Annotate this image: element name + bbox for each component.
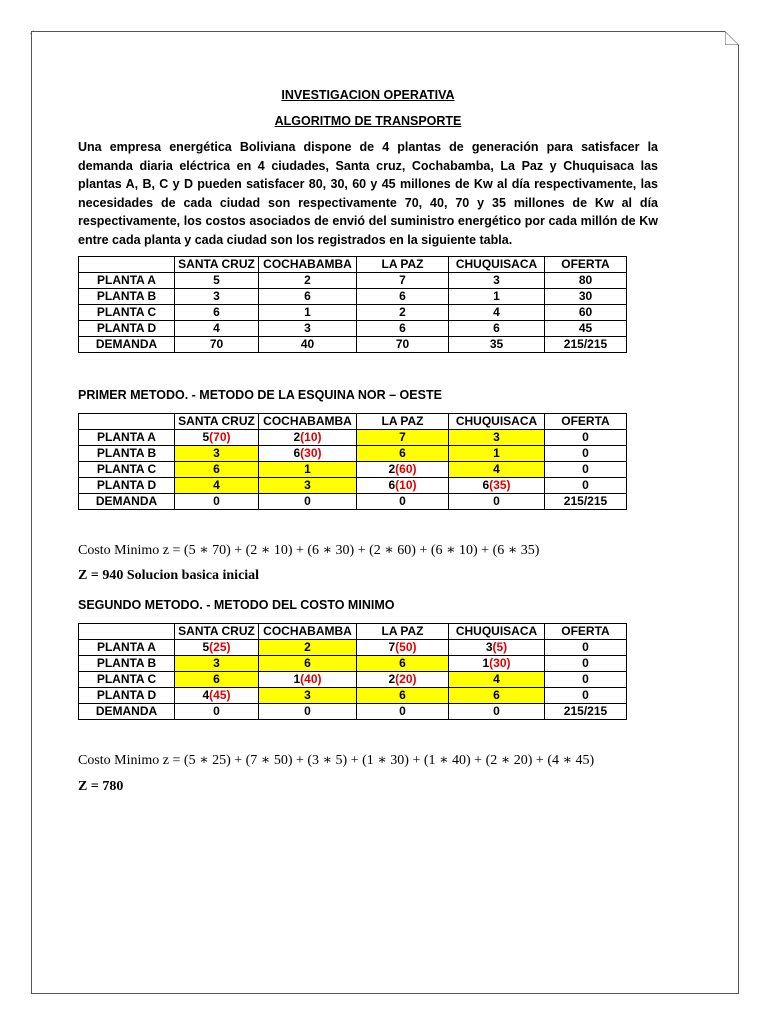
cost-value: 3 bbox=[213, 656, 220, 670]
table-cell: 60 bbox=[545, 305, 627, 321]
cost-value: 6 bbox=[399, 446, 406, 460]
column-header: COCHABAMBA bbox=[259, 414, 357, 430]
allocation-value: (60) bbox=[395, 462, 417, 476]
allocation-value: (30) bbox=[489, 656, 511, 670]
allocation-value: (35) bbox=[489, 478, 511, 492]
table-cell bbox=[449, 672, 545, 688]
method1-result: Z = 940 Solucion basica inicial bbox=[78, 568, 260, 583]
method1-formula: Costo Minimo z = (5 ∗ 70) + (2 ∗ 10) + (6 ∗ 30) + (2 ∗ 60) + (6 ∗ 10) + (6 ∗ 35) bbox=[78, 543, 540, 558]
table-cell bbox=[259, 462, 357, 478]
cost-value: 5 bbox=[202, 640, 210, 654]
table-cell: 70 bbox=[357, 337, 449, 353]
column-header: OFERTA bbox=[545, 414, 627, 430]
allocation-value: (10) bbox=[300, 430, 322, 444]
table-cell: 0 bbox=[259, 494, 357, 510]
row-label: PLANTA C bbox=[79, 462, 175, 478]
column-header bbox=[79, 624, 175, 640]
table-cell: 6 bbox=[449, 321, 545, 337]
table-cell bbox=[449, 478, 545, 494]
cost-value: 6 bbox=[388, 478, 396, 492]
cost-value: 6 bbox=[293, 446, 301, 460]
table-cell bbox=[259, 430, 357, 446]
column-header: SANTA CRUZ bbox=[175, 624, 259, 640]
cost-value: 6 bbox=[482, 478, 490, 492]
table-cell: 0 bbox=[545, 462, 627, 478]
table-row bbox=[79, 640, 627, 656]
page-fold-icon bbox=[725, 31, 739, 45]
cost-value: 6 bbox=[304, 656, 311, 670]
cost-value: 4 bbox=[493, 462, 500, 476]
minimum-cost-table bbox=[78, 623, 627, 720]
method1-title: PRIMER METODO. - METODO DE LA ESQUINA NOR – OESTE bbox=[78, 388, 442, 402]
table-row bbox=[79, 446, 627, 462]
doc-title: INVESTIGACION OPERATIVA bbox=[281, 88, 455, 102]
table-cell bbox=[259, 672, 357, 688]
allocation-value: (5) bbox=[492, 640, 508, 654]
table-header-row bbox=[79, 414, 627, 430]
row-label: DEMANDA bbox=[79, 704, 175, 720]
table-cell: 215/215 bbox=[545, 494, 627, 510]
table-cell bbox=[175, 462, 259, 478]
table-cell: 0 bbox=[545, 430, 627, 446]
allocation-value: (70) bbox=[209, 430, 231, 444]
table-cell: 215/215 bbox=[545, 704, 627, 720]
table-cell bbox=[357, 478, 449, 494]
cost-value: 2 bbox=[388, 672, 396, 686]
method2-formula: Costo Minimo z = (5 ∗ 25) + (7 ∗ 50) + (3 ∗ 5) + (1 ∗ 30) + (1 ∗ 40) + (2 ∗ 20) + (4 ∗ 45) bbox=[78, 753, 595, 768]
table-cell: 7 bbox=[357, 273, 449, 289]
cost-value: 3 bbox=[485, 640, 493, 654]
allocation-value: (20) bbox=[395, 672, 417, 686]
table-row bbox=[79, 672, 627, 688]
table-row bbox=[79, 656, 627, 672]
row-label: PLANTA D bbox=[79, 478, 175, 494]
table-cell: 6 bbox=[175, 305, 259, 321]
table-cell bbox=[357, 446, 449, 462]
column-header: CHUQUISACA bbox=[449, 414, 545, 430]
column-header bbox=[79, 414, 175, 430]
table-cell: 4 bbox=[449, 305, 545, 321]
column-header: SANTA CRUZ bbox=[175, 414, 259, 430]
row-label: PLANTA B bbox=[79, 289, 175, 305]
table-cell bbox=[175, 640, 259, 656]
table-cell: 0 bbox=[259, 704, 357, 720]
cost-value: 2 bbox=[304, 640, 311, 654]
column-header: LA PAZ bbox=[357, 624, 449, 640]
table-cell: 2 bbox=[357, 305, 449, 321]
table-row bbox=[79, 704, 627, 720]
table-cell bbox=[175, 688, 259, 704]
column-header: LA PAZ bbox=[357, 257, 449, 273]
cost-value: 6 bbox=[399, 656, 406, 670]
column-header: LA PAZ bbox=[357, 414, 449, 430]
cost-value: 7 bbox=[399, 430, 406, 444]
allocation-value: (25) bbox=[209, 640, 231, 654]
allocation-value: (30) bbox=[300, 446, 322, 460]
cost-value: 7 bbox=[388, 640, 396, 654]
northwest-corner-table bbox=[78, 413, 627, 510]
doc-subtitle: ALGORITMO DE TRANSPORTE bbox=[274, 114, 462, 128]
table-cell: 40 bbox=[259, 337, 357, 353]
cost-value: 3 bbox=[304, 478, 311, 492]
table-cell bbox=[449, 640, 545, 656]
column-header: OFERTA bbox=[545, 257, 627, 273]
cost-value: 1 bbox=[293, 672, 301, 686]
table-cell: 6 bbox=[357, 289, 449, 305]
cost-value: 1 bbox=[493, 446, 500, 460]
table-cell: 6 bbox=[259, 289, 357, 305]
row-label: PLANTA A bbox=[79, 640, 175, 656]
table-row bbox=[79, 305, 627, 321]
table-cell: 0 bbox=[545, 640, 627, 656]
table-cell: 3 bbox=[449, 273, 545, 289]
table-row bbox=[79, 430, 627, 446]
table-row bbox=[79, 273, 627, 289]
row-label: PLANTA C bbox=[79, 672, 175, 688]
cost-value: 3 bbox=[213, 446, 220, 460]
table-cell: 4 bbox=[175, 321, 259, 337]
table-row bbox=[79, 462, 627, 478]
table-cell bbox=[175, 478, 259, 494]
column-header: CHUQUISACA bbox=[449, 257, 545, 273]
table-cell bbox=[175, 446, 259, 462]
column-header: COCHABAMBA bbox=[259, 624, 357, 640]
table-header-row bbox=[79, 624, 627, 640]
table-cell bbox=[357, 462, 449, 478]
cost-value: 4 bbox=[213, 478, 220, 492]
cost-value: 5 bbox=[202, 430, 210, 444]
table-cell: 30 bbox=[545, 289, 627, 305]
table-cell: 3 bbox=[259, 321, 357, 337]
table-cell bbox=[259, 688, 357, 704]
allocation-value: (45) bbox=[209, 688, 231, 702]
table-cell: 6 bbox=[357, 321, 449, 337]
cost-table bbox=[78, 256, 627, 353]
table-row bbox=[79, 494, 627, 510]
table-row bbox=[79, 289, 627, 305]
table-row bbox=[79, 337, 627, 353]
table-cell: 0 bbox=[545, 478, 627, 494]
table-cell bbox=[449, 446, 545, 462]
column-header: SANTA CRUZ bbox=[175, 257, 259, 273]
cost-value: 4 bbox=[202, 688, 210, 702]
table-cell bbox=[449, 688, 545, 704]
row-label: PLANTA B bbox=[79, 446, 175, 462]
column-header: OFERTA bbox=[545, 624, 627, 640]
column-header: CHUQUISACA bbox=[449, 624, 545, 640]
row-label: DEMANDA bbox=[79, 337, 175, 353]
table-cell bbox=[259, 640, 357, 656]
table-cell: 0 bbox=[545, 672, 627, 688]
table-cell bbox=[259, 656, 357, 672]
cost-value: 4 bbox=[493, 672, 500, 686]
table-cell: 0 bbox=[545, 688, 627, 704]
table-cell: 35 bbox=[449, 337, 545, 353]
cost-value: 6 bbox=[399, 688, 406, 702]
table-header-row bbox=[79, 257, 627, 273]
cost-value: 6 bbox=[213, 672, 220, 686]
cost-value: 1 bbox=[304, 462, 311, 476]
table-cell: 0 bbox=[357, 494, 449, 510]
table-cell: 0 bbox=[449, 494, 545, 510]
table-cell: 45 bbox=[545, 321, 627, 337]
table-cell bbox=[175, 672, 259, 688]
row-label: PLANTA D bbox=[79, 688, 175, 704]
row-label: PLANTA C bbox=[79, 305, 175, 321]
table-cell: 80 bbox=[545, 273, 627, 289]
cost-value: 3 bbox=[493, 430, 500, 444]
row-label: PLANTA A bbox=[79, 273, 175, 289]
table-cell bbox=[357, 672, 449, 688]
table-cell: 0 bbox=[545, 446, 627, 462]
method2-title: SEGUNDO METODO. - METODO DEL COSTO MINIMO bbox=[78, 598, 395, 612]
table-cell bbox=[449, 430, 545, 446]
table-cell: 3 bbox=[175, 289, 259, 305]
table-cell bbox=[357, 688, 449, 704]
cost-value: 6 bbox=[213, 462, 220, 476]
table-cell bbox=[175, 656, 259, 672]
allocation-value: (10) bbox=[395, 478, 417, 492]
table-cell: 70 bbox=[175, 337, 259, 353]
table-cell bbox=[357, 656, 449, 672]
table-cell bbox=[175, 430, 259, 446]
table-cell bbox=[357, 640, 449, 656]
table-cell: 215/215 bbox=[545, 337, 627, 353]
column-header: COCHABAMBA bbox=[259, 257, 357, 273]
cost-value: 6 bbox=[493, 688, 500, 702]
table-cell bbox=[357, 430, 449, 446]
cost-value: 1 bbox=[482, 656, 490, 670]
row-label: DEMANDA bbox=[79, 494, 175, 510]
cost-value: 3 bbox=[304, 688, 311, 702]
column-header bbox=[79, 257, 175, 273]
method2-result: Z = 780 bbox=[78, 779, 124, 794]
cost-value: 2 bbox=[293, 430, 301, 444]
row-label: PLANTA A bbox=[79, 430, 175, 446]
table-cell: 2 bbox=[259, 273, 357, 289]
table-cell: 1 bbox=[259, 305, 357, 321]
table-cell: 0 bbox=[449, 704, 545, 720]
table-cell: 1 bbox=[449, 289, 545, 305]
table-row bbox=[79, 478, 627, 494]
allocation-value: (40) bbox=[300, 672, 322, 686]
table-row bbox=[79, 688, 627, 704]
table-cell bbox=[449, 656, 545, 672]
table-row bbox=[79, 321, 627, 337]
allocation-value: (50) bbox=[395, 640, 417, 654]
table-cell bbox=[259, 446, 357, 462]
table-cell bbox=[259, 478, 357, 494]
table-cell: 0 bbox=[175, 494, 259, 510]
cost-value: 2 bbox=[388, 462, 396, 476]
table-cell: 0 bbox=[357, 704, 449, 720]
table-cell bbox=[449, 462, 545, 478]
problem-statement: Una empresa energética Boliviana dispone de 4 plantas de generación para satisfacer la demanda diaria eléctrica en 4 ciudades, Santa cruz, Cochabamba, La Paz y Chuquisaca las plantas A, B, C y D pueden satisfacer 80, 30, 60 y 45 millones de Kw al día respectivamente, las necesidades de cada ciudad son respectivamente 70, 40, 70 y 35 millones de Kw al día respectivamente, los costos asociados de envió del suministro energético por cada millón de Kw entre cada planta y cada ciudad son los registrados en la siguiente tabla. bbox=[78, 140, 658, 247]
table-cell: 0 bbox=[545, 656, 627, 672]
table-cell: 0 bbox=[175, 704, 259, 720]
row-label: PLANTA B bbox=[79, 656, 175, 672]
row-label: PLANTA D bbox=[79, 321, 175, 337]
table-cell: 5 bbox=[175, 273, 259, 289]
